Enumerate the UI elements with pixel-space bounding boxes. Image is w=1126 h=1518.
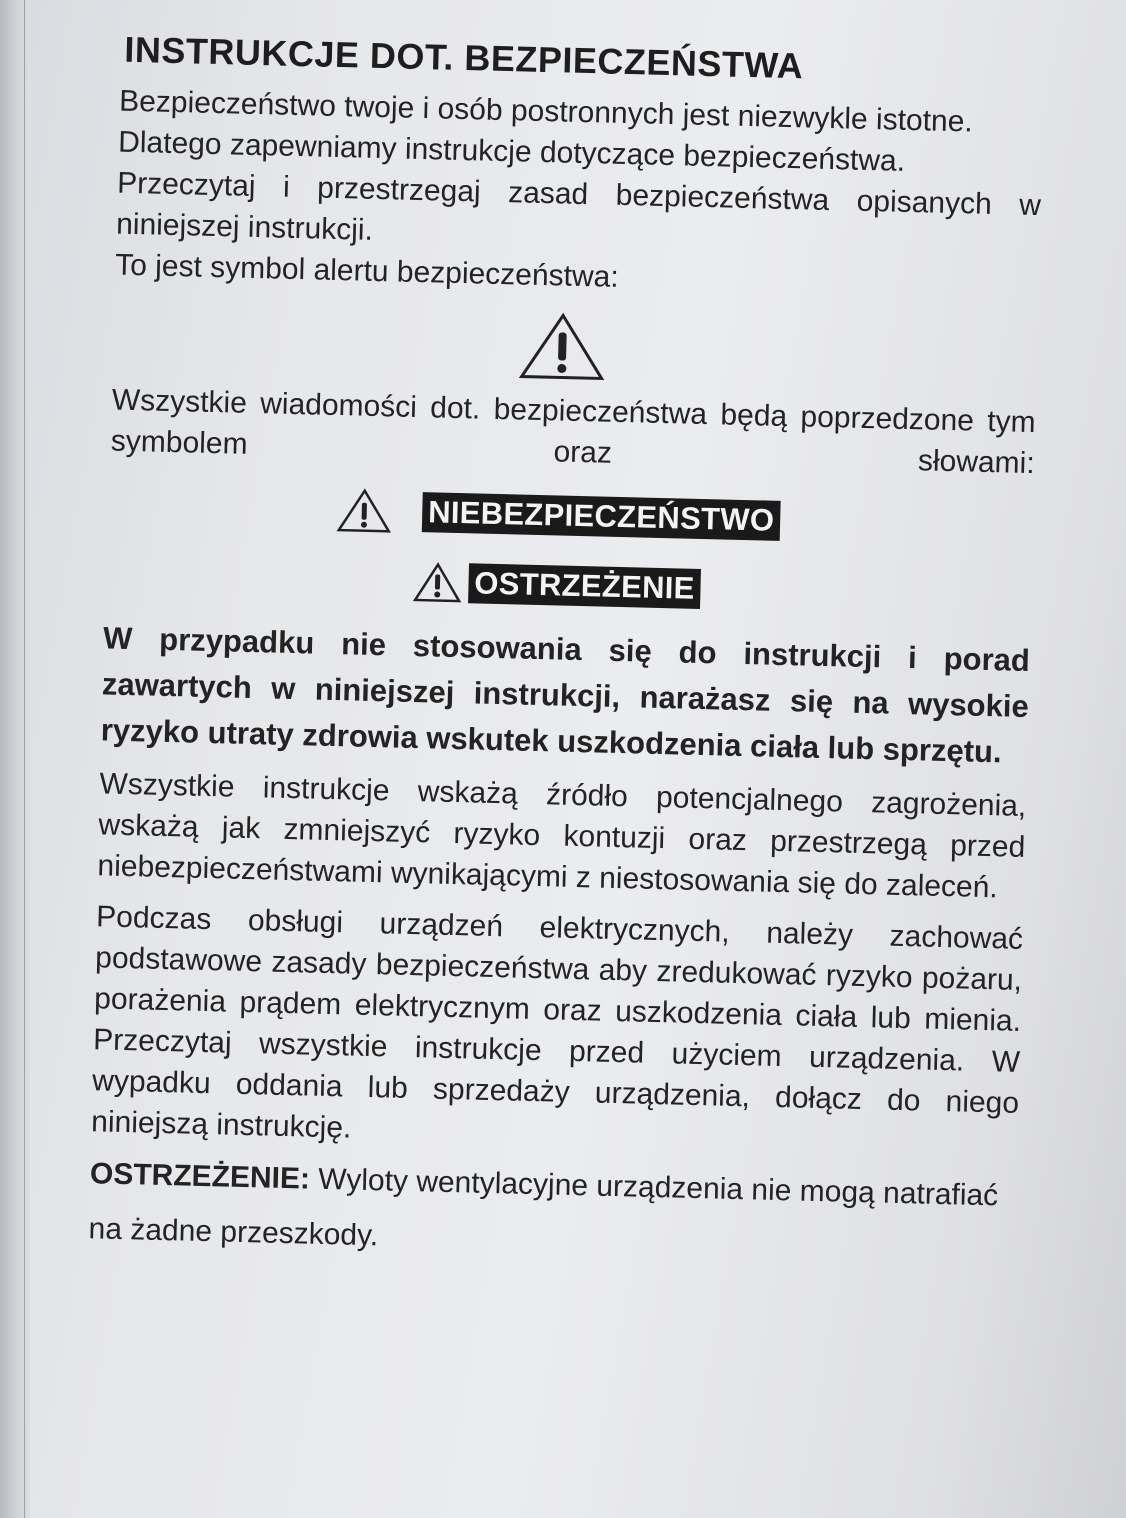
warning-triangle-icon: [336, 487, 393, 534]
danger-label: NIEBEZPIECZEŃSTWO: [422, 492, 781, 541]
intro-line-3: Przeczytaj i przestrzegaj zasad bezpieczeństwa opisanych w niniejszej instrukcji.: [115, 166, 1042, 247]
page-title: INSTRUKCJE DOT. BEZPIECZEŃSTWA: [123, 28, 804, 87]
intro-line-1: Bezpieczeństwo twoje i osób postronnych jest niezwykle istotne.: [118, 84, 974, 139]
manual-page: [65, 28, 1045, 1279]
ventilation-warning: [65, 1146, 1017, 1279]
messages-intro: Wszystkie wiadomości dot. bezpieczeństwa będą poprzedzone tym symbolem oraz słowami:: [110, 383, 1037, 481]
instructions-paragraph: Wszystkie instrukcje wskażą źródło potencjalnego zagrożenia, wskażą jak zmniejszyć ryzyko kontuzji oraz przestrzegą przed niebezpieczeństwami wynikającymi z niestosowania się do zaleceń.: [97, 767, 1027, 905]
ventilation-warning-text: Wyloty wentylacyjne urządzenia nie mogą natrafiać na żadne przeszkody.: [88, 1162, 999, 1253]
ventilation-warning-label: OSTRZEŻENIE:: [89, 1157, 311, 1196]
warning-label-row: [81, 553, 1032, 618]
bold-warning-paragraph: W przypadku nie stosowania się do instrukcji i porad zawartych w niniejszej instrukcji, narażasz się na wysokie ryzyko utraty zdrowia wskutek uszkodzenia ciała lub sprzętu.: [100, 620, 1031, 770]
warning-triangle-icon: [519, 311, 607, 381]
spine-edge: [24, 0, 25, 1518]
warning-triangle-icon: [412, 561, 463, 604]
book-spine: [0, 0, 30, 1518]
warning-label: OSTRZEŻENIE: [468, 563, 701, 609]
intro-line-4: To jest symbol alertu bezpieczeństwa:: [114, 248, 620, 294]
danger-label-row: [83, 481, 1034, 550]
intro-line-2: Dlatego zapewniamy instrukcje dotyczące bezpieczeństwa.: [117, 125, 906, 178]
electrical-safety-paragraph: Podczas obsługi urządzeń elektrycznych, należy zachować podstawowe zasady bezpieczeństwa aby zredukować ryzyko pożaru, porażenia prądem elektrycznym oraz uszkodzenia ciała lub mienia. Przeczytaj wszystkie instrukcje przed użyciem urządzenia. W wypadku oddania lub sprzedaży urządzenia, dołącz do niego niniejszą instrukcję.: [90, 900, 1024, 1145]
